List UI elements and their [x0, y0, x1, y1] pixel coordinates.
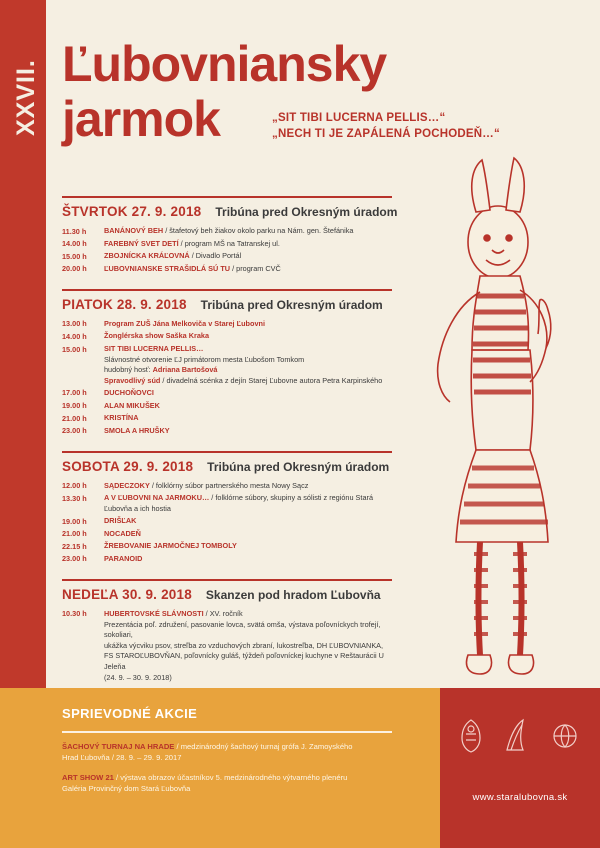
- day-header: [62, 289, 392, 312]
- program-item: [62, 388, 392, 399]
- day-name: ŠTVRTOK 27. 9. 2018: [62, 204, 202, 219]
- program-item-desc: FAREBNÝ SVET DETÍ / program MŠ na Tatranskej ul.: [104, 238, 280, 248]
- program-item-desc: KRISTÍNA: [104, 413, 139, 423]
- program-item-time: 10.30 h: [62, 609, 87, 619]
- program-item-desc: DUCHOŇOVCI: [104, 387, 154, 397]
- program-item-time: 13.30 h: [62, 493, 87, 503]
- program-item-desc: ALAN MIKUŠEK: [104, 400, 160, 410]
- program-item: [62, 401, 392, 412]
- program-item: [62, 331, 392, 342]
- day-place: Tribúna pred Okresným úradom: [207, 459, 390, 474]
- program-item-time: 12.00 h: [62, 481, 87, 491]
- logo-row: [452, 716, 584, 756]
- program-day: [62, 196, 398, 275]
- program-item-desc: DRIŠĽAK: [104, 516, 137, 526]
- program-item-time: 23.00 h: [62, 554, 87, 564]
- program-item-time: 15.00 h: [62, 251, 87, 261]
- program-list: [62, 196, 398, 697]
- day-items: [62, 226, 392, 275]
- title-line-1: Ľubovniansky: [62, 36, 387, 92]
- poster-quotes: [272, 110, 500, 142]
- program-item-desc: Žonglérska show Saška Kraka: [104, 331, 210, 341]
- accompanying-items: [62, 741, 392, 794]
- program-item: [62, 609, 392, 683]
- edition-number: XXVII.: [12, 59, 40, 136]
- program-item-desc: SIT TIBI LUCERNA PELLIS… Slávnostné otvorenie ĽJ primátorom mesta Ľubošom Tomkom hudobný hosť: Adriana Bartošová Spravodlivý súd / divadelná scénka z dejín Starej Ľubovne autora Petra Karpinského: [104, 344, 383, 385]
- accompanying-item: ŠACHOVÝ TURNAJ NA HRADE / medzinárodný šachový turnaj grófa J. Zamoyského Hrad Ľubovňa / 28. 9. – 29. 9. 2017: [62, 741, 353, 762]
- program-day: [62, 579, 392, 683]
- program-item: [62, 529, 392, 540]
- program-item-desc: A V ĽUBOVNI NA JARMOKU… / folklórne súbory, skupiny a sólisti z regiónu Stará Ľubovňa a ich hostia: [104, 493, 373, 513]
- lubovniansky-jarmok-logo: [546, 716, 584, 756]
- day-place: Skanzen pod hradom Ľubovňa: [205, 587, 381, 602]
- jarmok-illustration: [380, 150, 600, 690]
- program-item-time: 17.00 h: [62, 388, 87, 398]
- day-name: SOBOTA 29. 9. 2018: [62, 458, 194, 474]
- program-item-desc: Program ZUŠ Jána Melkoviča v Starej Ľubovni: [104, 318, 265, 328]
- program-item: [62, 319, 392, 330]
- program-day: [62, 451, 392, 565]
- program-item: [62, 264, 392, 275]
- presovsky-kraj-logo: [499, 716, 537, 756]
- program-item-desc: ŽREBOVANIE JARMOČNEJ TOMBOLY: [104, 541, 237, 551]
- program-day: [62, 289, 392, 437]
- accompanying-item: ART SHOW 21 / výstava obrazov účastníkov 5. medzinárodného výtvarného plenéru Galéria Provinčný dom Stará Ľubovňa: [62, 772, 348, 793]
- program-item: [62, 413, 392, 424]
- program-item-time: 21.00 h: [62, 529, 87, 539]
- program-item-time: 13.00 h: [62, 319, 87, 329]
- program-item-time: 23.00 h: [62, 426, 87, 436]
- day-name: PIATOK 28. 9. 2018: [62, 296, 187, 312]
- divider: [62, 731, 392, 733]
- day-place: Tribúna pred Okresným úradom: [215, 205, 398, 219]
- program-item-desc: SMOLA A HRUŠKY: [104, 425, 170, 435]
- program-item-desc: HUBERTOVSKÉ SLÁVNOSTI / XV. ročník Prezentácia poľ. združení, pasovanie lovca, svätá omša, výstava poľovníckych trofejí, sokoliari, ukážka výcviku psov, streľba zo vzduchových zbraní, lukostreľba, DH ĽUBOVNIANKA, FS STAROĽUBOVŇAN, poľovnícky guláš, týždeň poľovníckej kuchyne v Reštaurácii U Jeleňa (24. 9. – 30. 9. 2018): [104, 608, 384, 682]
- day-header: [62, 451, 392, 474]
- day-header: [62, 579, 392, 602]
- day-place: Tribúna pred Okresným úradom: [200, 297, 383, 312]
- accompanying-heading: SPRIEVODNÉ AKCIE: [62, 706, 198, 721]
- program-item-time: 19.00 h: [62, 516, 87, 526]
- program-item-desc: NOCADEŇ: [104, 528, 141, 538]
- program-item: [62, 481, 392, 492]
- footer-logos-panel: [440, 688, 600, 848]
- title-line-2: jarmok: [62, 91, 220, 147]
- accompanying-events: [62, 706, 392, 803]
- program-item: [62, 541, 392, 552]
- program-item: [62, 251, 392, 262]
- program-item-time: 20.00 h: [62, 264, 87, 274]
- quote-slovak: „NECH TI JE ZAPÁLENÁ POCHODEŇ…“: [272, 128, 500, 140]
- day-items: [62, 319, 392, 437]
- program-item-desc: PARANOID: [104, 553, 143, 563]
- program-item-time: 11.30 h: [62, 226, 87, 236]
- program-item-desc: ĽUBOVNIANSKE STRAŠIDLÁ SÚ TU / program CVČ: [104, 263, 281, 273]
- program-item-time: 14.00 h: [62, 331, 87, 341]
- program-item-time: 15.00 h: [62, 344, 87, 354]
- program-item-desc: ZBOJNÍCKA KRÁĽOVNÁ / Divadlo Portál: [104, 251, 242, 261]
- mesto-stara-lubovna-logo: [452, 716, 490, 756]
- program-item: [62, 554, 392, 565]
- program-item-desc: BANÁNOVÝ BEH / štafetový beh žiakov okolo parku na Nám. gen. Štefánika: [104, 226, 354, 235]
- website-url[interactable]: www.staralubovna.sk: [472, 792, 568, 803]
- program-item-time: 14.00 h: [62, 239, 87, 249]
- program-item: [62, 226, 392, 237]
- bottom-band: [0, 688, 600, 848]
- day-items: [62, 609, 392, 683]
- program-item-time: 21.00 h: [62, 413, 87, 423]
- day-header: [62, 196, 398, 219]
- program-item: [62, 426, 392, 437]
- program-item-time: 22.15 h: [62, 541, 87, 551]
- program-item-time: 19.00 h: [62, 401, 87, 411]
- program-item: [62, 493, 392, 514]
- day-name: NEDEĽA 30. 9. 2018: [62, 586, 192, 602]
- program-item: [62, 344, 392, 386]
- program-item-desc: SĄDECZOKY / folklórny súbor partnerského mesta Nowy Sącz: [104, 480, 309, 490]
- quote-latin: „SIT TIBI LUCERNA PELLIS…“: [272, 112, 446, 124]
- program-item: [62, 516, 392, 527]
- edition-spine: [0, 0, 46, 688]
- day-items: [62, 481, 392, 565]
- program-item: [62, 239, 392, 250]
